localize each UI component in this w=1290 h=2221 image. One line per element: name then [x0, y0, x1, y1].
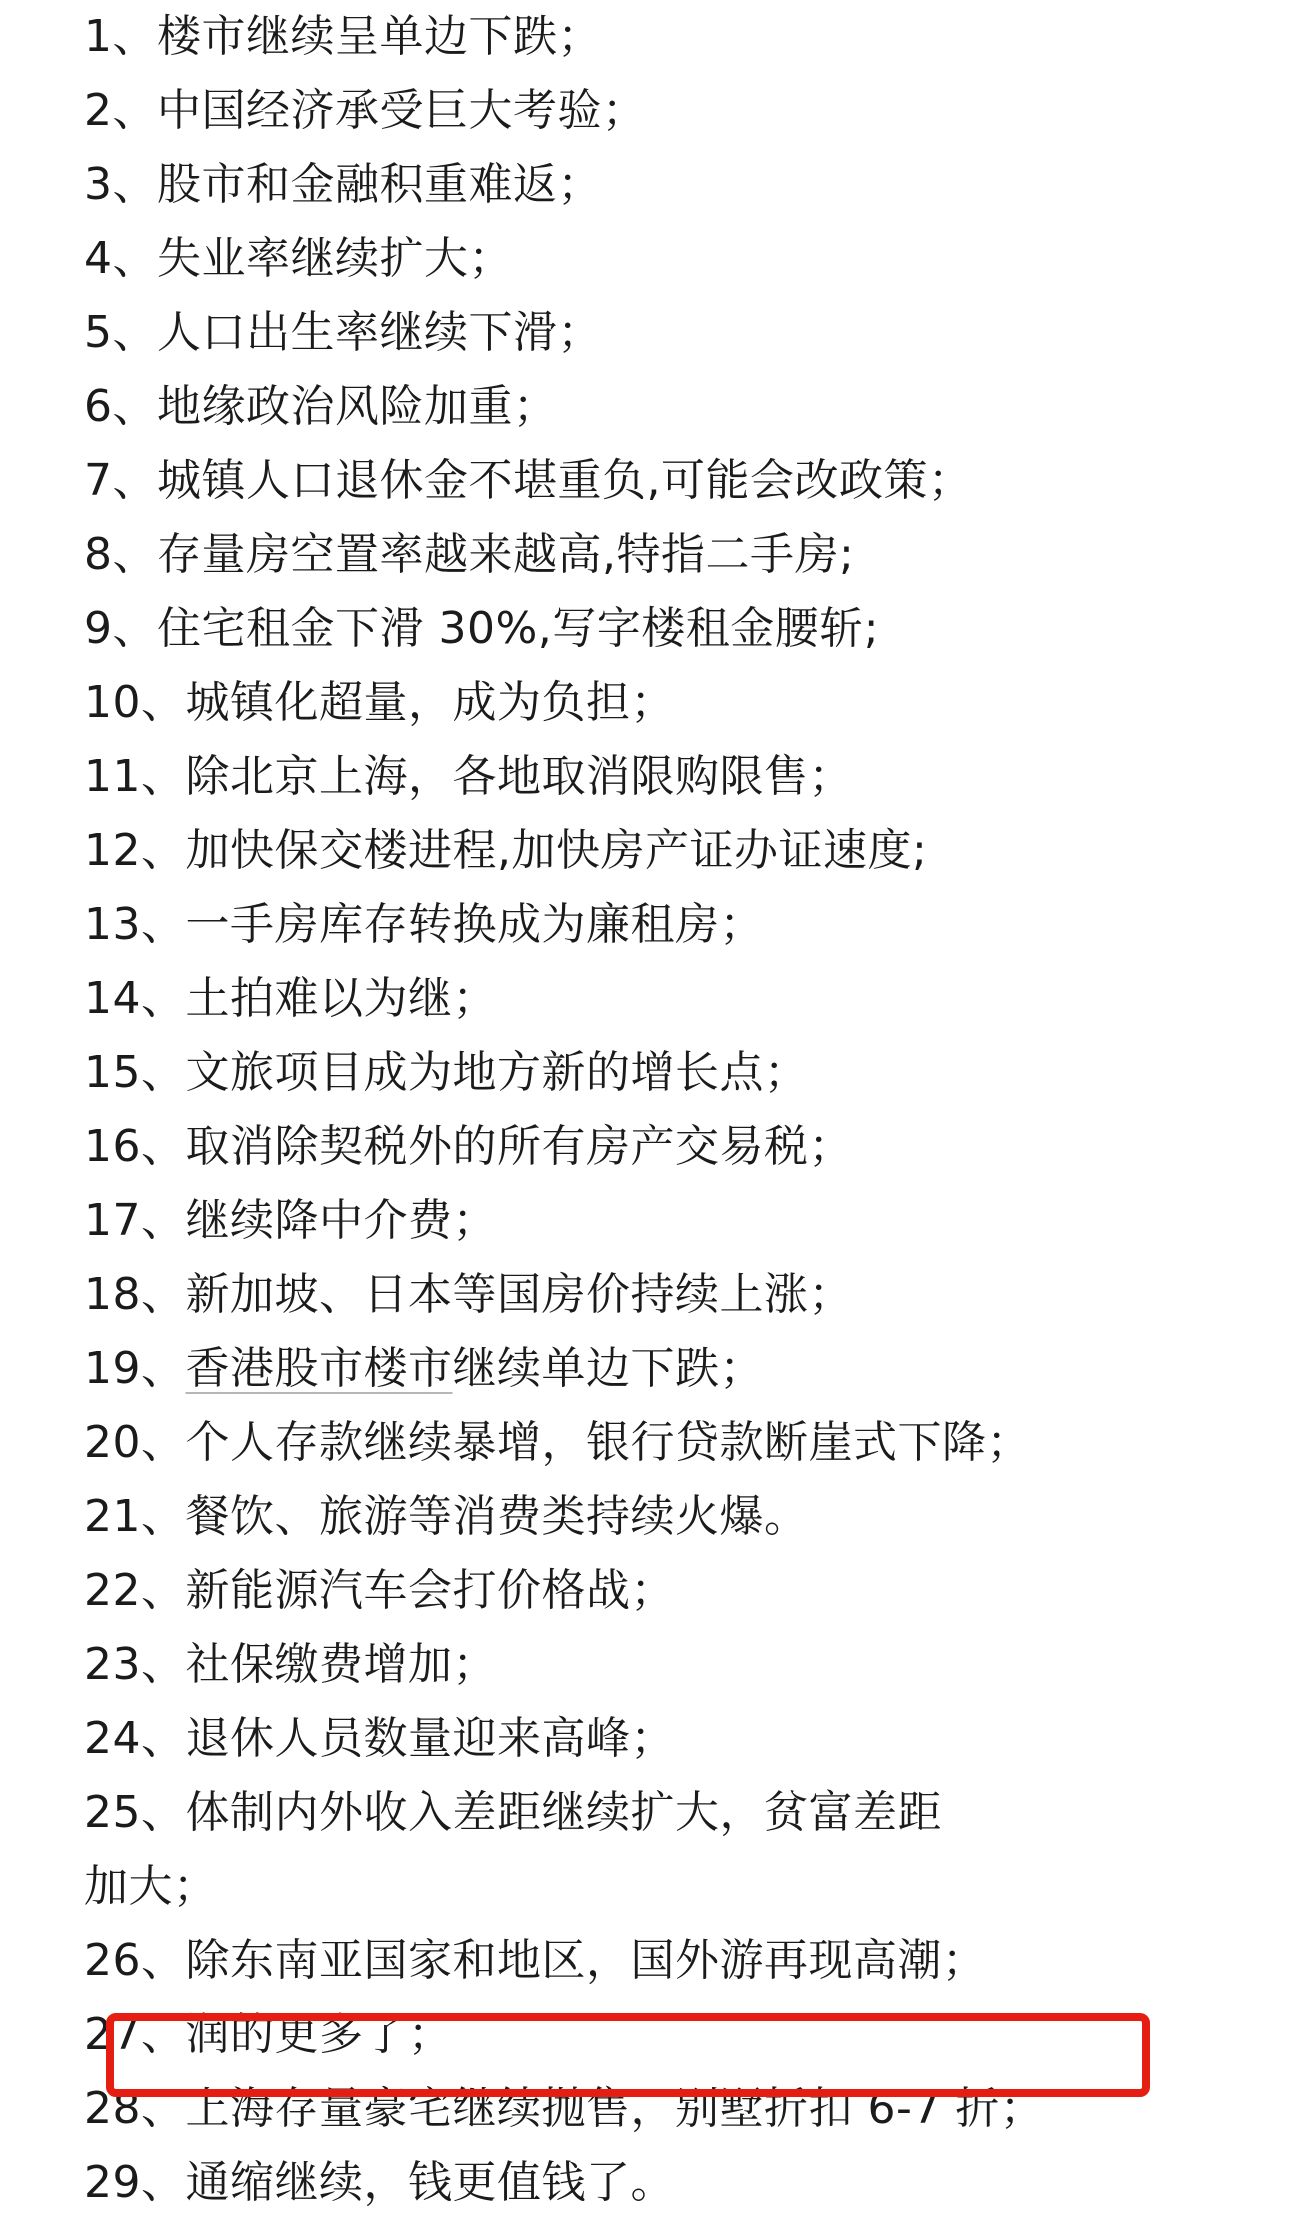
list-item-20: 20、个人存款继续暴增，银行贷款断崖式下降； — [84, 1417, 1031, 1468]
list-item-7: 7、城镇人口退休金不堪重负,可能会改政策； — [84, 455, 973, 506]
list-item-23: 23、社保缴费增加； — [84, 1639, 497, 1690]
list-item-28: 28、上海存量豪宅继续抛售，别墅折扣 6-7 折； — [84, 2083, 1045, 2134]
list-item-26: 26、除东南亚国家和地区，国外游再现高潮； — [84, 1935, 987, 1986]
list-item-25-line-2: 加大； — [84, 1861, 218, 1912]
list-item-15: 15、文旅项目成为地方新的增长点； — [84, 1047, 809, 1098]
list-item-19-rest: 继续单边下跌； — [452, 1343, 764, 1394]
list-item-3: 3、股市和金融积重难返； — [84, 159, 602, 210]
list-item-5: 5、人口出生率继续下滑； — [84, 307, 602, 358]
list-item-21: 21、餐饮、旅游等消费类持续火爆。 — [84, 1491, 809, 1542]
list-item-12: 12、加快保交楼进程,加快房产证办证速度; — [84, 825, 928, 876]
list-item-14: 14、土拍难以为继； — [84, 973, 497, 1024]
list-item-11: 11、除北京上海，各地取消限购限售； — [84, 751, 853, 802]
list-item-24: 24、退休人员数量迎来高峰； — [84, 1713, 675, 1764]
list-item-19-number: 19、 — [84, 1343, 186, 1394]
list-item-25-line-1: 25、体制内外收入差距继续扩大，贫富差距 — [84, 1787, 942, 1838]
list-item-8: 8、存量房空置率越来越高,特指二手房; — [84, 529, 855, 580]
list-item-1: 1、楼市继续呈单边下跌； — [84, 11, 602, 62]
numbered-list — [84, 0, 1214, 2220]
list-item-16: 16、取消除契税外的所有房产交易税； — [84, 1121, 853, 1172]
list-item-9: 9、住宅租金下滑 30%,写字楼租金腰斩; — [84, 603, 880, 654]
list-item-6: 6、地缘政治风险加重； — [84, 381, 558, 432]
list-item-17: 17、继续降中介费； — [84, 1195, 497, 1246]
list-item-27: 27、润的更多了； — [84, 2009, 453, 2060]
list-item-10: 10、城镇化超量，成为负担； — [84, 677, 675, 728]
list-item-13: 13、一手房库存转换成为廉租房； — [84, 899, 764, 950]
underlined-link-text[interactable]: 香港股市楼市 — [185, 1343, 453, 1394]
list-item-19 — [84, 1332, 1214, 1406]
list-item-2: 2、中国经济承受巨大考验； — [84, 85, 647, 136]
list-item-18: 18、新加坡、日本等国房价持续上涨； — [84, 1269, 853, 1320]
list-item-4: 4、失业率继续扩大； — [84, 233, 513, 284]
list-item-22: 22、新能源汽车会打价格战； — [84, 1565, 675, 1616]
list-item-29: 29、通缩继续，钱更值钱了。 — [84, 2157, 675, 2208]
